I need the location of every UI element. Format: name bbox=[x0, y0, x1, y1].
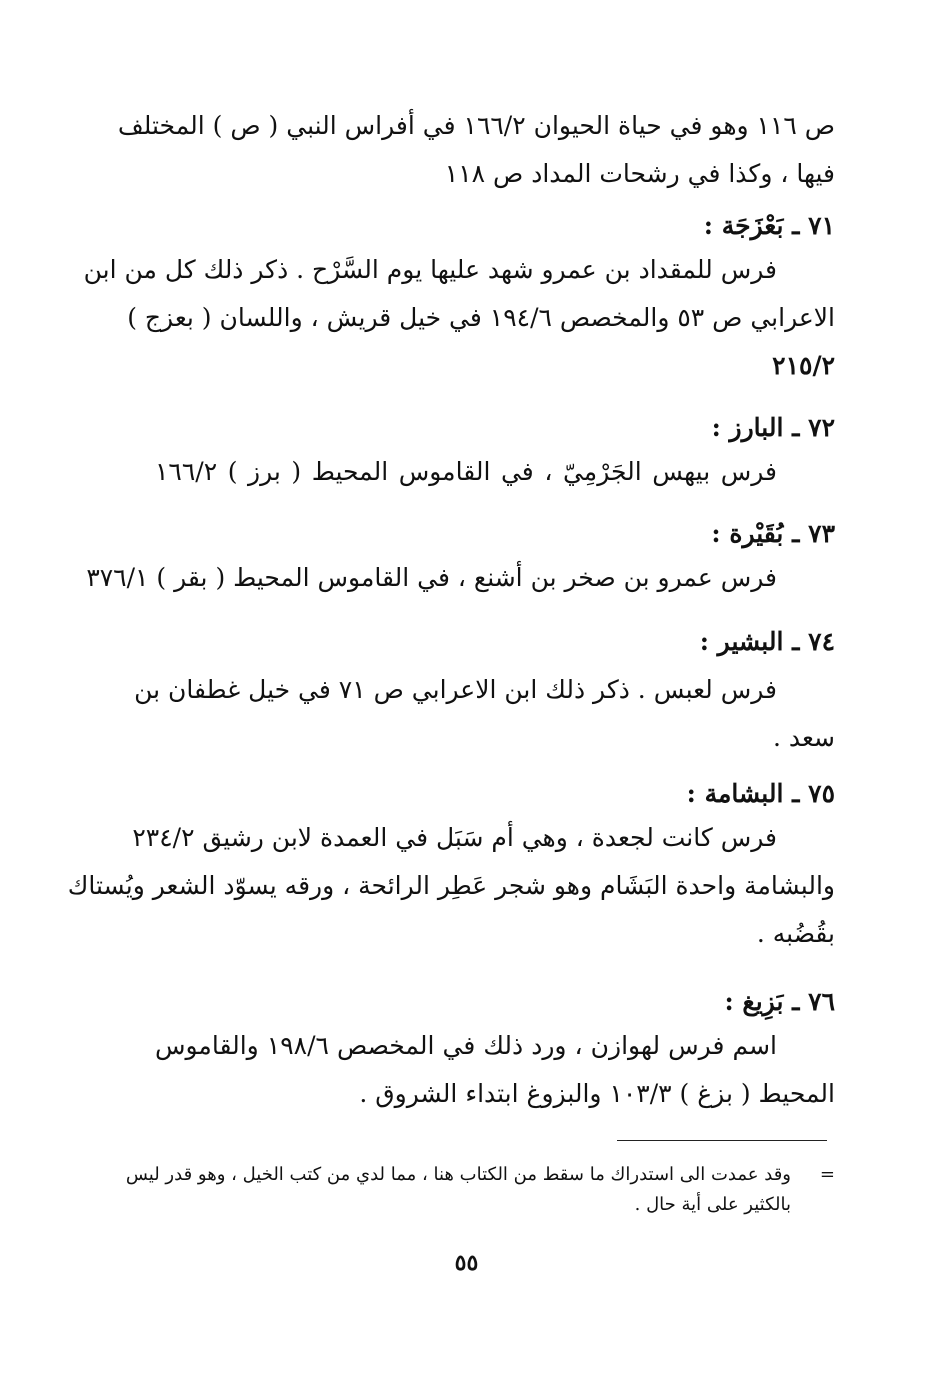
entry-heading: ٧٢ ـ البارز : bbox=[711, 413, 835, 442]
body-line: فيها ، وكذا في رشحات المداد ص ١١٨ bbox=[444, 159, 835, 188]
entry-heading: ٧٥ ـ البشامة : bbox=[686, 779, 835, 808]
body-line: الاعرابي ص ٥٣ والمخصص ١٩٤/٦ في خيل قريش ، واللسان ( بعزج ) bbox=[127, 303, 835, 332]
entry-heading: ٧١ ـ بَعْزَجَة : bbox=[703, 211, 835, 240]
footnote bbox=[125, 1160, 835, 1220]
body-line: فرس للمقداد بن عمرو شهد عليها يوم السَّرْح . ذكر ذلك كل من ابن bbox=[83, 255, 777, 284]
body-line: ص ١١٦ وهو في حياة الحيوان ١٦٦/٢ في أفراس النبي ( ص ) المختلف bbox=[117, 111, 835, 140]
footnote-separator bbox=[617, 1140, 827, 1141]
body-line: فرس لعبس . ذكر ذلك ابن الاعرابي ص ٧١ في خيل غطفان بن bbox=[134, 675, 777, 704]
page-number: ٥٥ bbox=[454, 1250, 479, 1276]
body-line: المحيط ( بزغ ) ١٠٣/٣ والبزوغ ابتداء الشروق . bbox=[359, 1079, 835, 1108]
body-line: ٢١٥/٢ bbox=[772, 351, 835, 380]
body-line: فرس بيهس الجَرْمِيّ ، في القاموس المحيط ( برز ) ١٦٦/٢ bbox=[155, 457, 777, 486]
body-line: اسم فرس لهوازن ، ورد ذلك في المخصص ١٩٨/٦ والقاموس bbox=[155, 1031, 777, 1060]
body-line: فرس كانت لجعدة ، وهي أم سَبَل في العمدة لابن رشيق ٢٣٤/٢ bbox=[132, 823, 777, 852]
body-line: بقُضُبه . bbox=[756, 919, 835, 948]
body-line: والبشامة واحدة البَشَام وهو شجر عَطِر الرائحة ، ورقه يسوّد الشعر ويُستاك bbox=[67, 871, 835, 900]
footnote-line: وقد عمدت الى استدراك ما سقط من الكتاب هنا ، مما لدي من كتب الخيل ، وهو قدر ليس bbox=[125, 1164, 791, 1185]
footnote-line: بالكثير على أية حال . bbox=[634, 1194, 791, 1215]
body-line: سعد . bbox=[772, 723, 835, 752]
entry-heading: ٧٤ ـ البشير : bbox=[699, 627, 835, 656]
body-line: فرس عمرو بن صخر بن أشنع ، في القاموس المحيط ( بقر ) ٣٧٦/١ bbox=[86, 563, 777, 592]
entry-heading: ٧٣ ـ بُقَيْرة : bbox=[711, 519, 835, 548]
entry-heading: ٧٦ ـ بَزِيغ : bbox=[724, 987, 835, 1016]
footnote-mark: = bbox=[819, 1164, 835, 1185]
